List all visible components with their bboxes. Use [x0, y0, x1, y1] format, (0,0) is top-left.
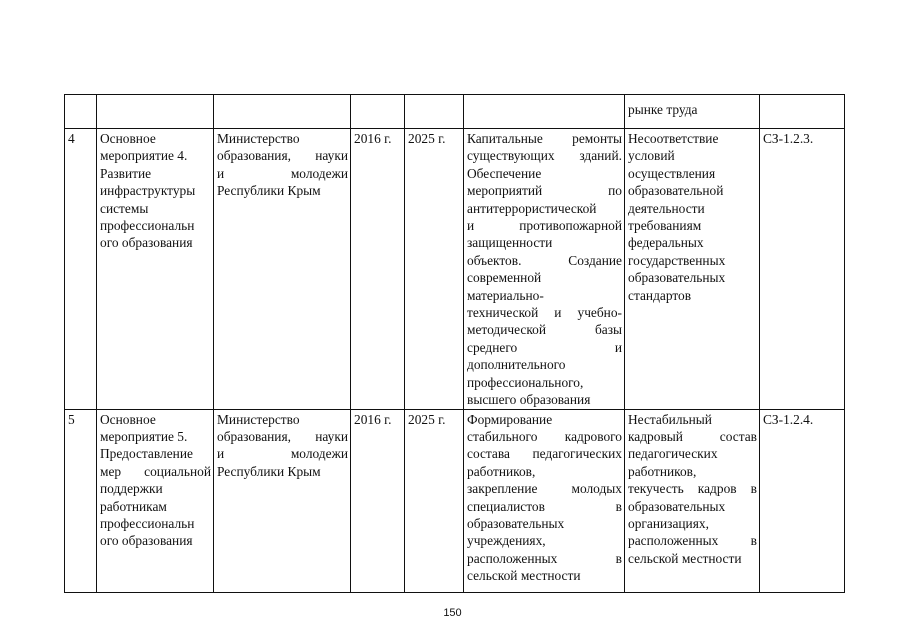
event-line: Основное: [100, 131, 156, 146]
result-line: объектов. Создание: [467, 252, 622, 268]
event-line: профессиональн: [100, 515, 195, 531]
cell-risks: [625, 95, 760, 129]
start-year: 2016 г.: [354, 131, 392, 146]
result-line: закрепление молодых: [467, 481, 622, 497]
table-row-continuation: [65, 95, 845, 129]
cell-start: [351, 129, 405, 410]
executor-line: образования, науки: [217, 148, 348, 164]
cell-code: [760, 129, 845, 410]
executor-line: и молодежи: [217, 165, 348, 181]
cell-num: [65, 129, 97, 410]
event-line: системы: [100, 200, 149, 216]
risk-line: условий: [628, 148, 675, 164]
result-line: стабильного кадрового: [467, 428, 622, 444]
risk-line: стандартов: [628, 287, 692, 303]
end-year: 2025 г.: [408, 131, 446, 146]
risk-line: государственных: [628, 252, 726, 268]
risk-line: организациях,: [628, 515, 709, 531]
cell-start: [351, 409, 405, 592]
risk-line: осуществления: [628, 165, 716, 181]
result-line: учреждениях,: [467, 533, 546, 549]
cell-end: [405, 409, 464, 592]
cell-code: [760, 409, 845, 592]
result-line: Формирование: [467, 411, 553, 427]
result-line: мероприятий по: [467, 183, 622, 199]
risk-line: Несоответствие: [628, 131, 719, 146]
result-line: методической базы: [467, 322, 622, 338]
cell-num: [65, 409, 97, 592]
result-line: и противопожарной: [467, 218, 622, 234]
row-number: 4: [68, 131, 75, 146]
result-line: технической и учебно-: [467, 305, 622, 321]
cell-results: [464, 409, 625, 592]
result-line: высшего образования: [467, 392, 591, 408]
cell-results: [464, 129, 625, 410]
indicator-code: СЗ-1.2.4.: [763, 411, 814, 427]
event-line: инфраструктуры: [100, 183, 196, 199]
cell-risks: [625, 409, 760, 592]
executor-line: Республики Крым: [217, 463, 321, 479]
executor-line: образования, науки: [217, 428, 348, 444]
risk-line: сельской местности: [628, 550, 742, 566]
result-line: Капитальные ремонты: [467, 131, 622, 146]
cell-executor: [214, 129, 351, 410]
result-line: существующих зданий.: [467, 148, 622, 164]
result-line: материально-: [467, 287, 544, 303]
risk-line: деятельности: [628, 200, 705, 216]
cell-end: [405, 95, 464, 129]
program-events-table: [64, 94, 845, 593]
risk-line: образовательной: [628, 183, 724, 199]
risk-line: текучесть кадров в: [628, 481, 757, 497]
event-line: мероприятие 5.: [100, 428, 188, 444]
result-line: профессионального,: [467, 374, 584, 390]
result-line: состава педагогических: [467, 446, 622, 462]
cell-executor: [214, 409, 351, 592]
executor-line: Министерство: [217, 131, 300, 146]
event-line: работникам: [100, 498, 167, 514]
event-line: Развитие: [100, 165, 152, 181]
result-line: специалистов в: [467, 498, 622, 514]
cell-num: [65, 95, 97, 129]
executor-line: Республики Крым: [217, 183, 321, 199]
event-line: ого образования: [100, 533, 193, 549]
risk-line: расположенных в: [628, 533, 757, 549]
risk-line: образовательных: [628, 498, 726, 514]
risk-line: работников,: [628, 463, 697, 479]
page-number: 150: [443, 607, 462, 619]
cell-event: [97, 95, 214, 129]
result-line: современной: [467, 270, 542, 286]
cell-start: [351, 95, 405, 129]
cell-end: [405, 129, 464, 410]
event-line: поддержки: [100, 481, 163, 497]
result-line: среднего и: [467, 339, 622, 355]
risk-line: федеральных: [628, 235, 704, 251]
cell-risks: [625, 129, 760, 410]
result-line: сельской местности: [467, 568, 581, 584]
event-line: Основное: [100, 411, 156, 427]
start-year: 2016 г.: [354, 411, 392, 427]
executor-line: Министерство: [217, 411, 300, 427]
event-line: ого образования: [100, 235, 193, 251]
indicator-code: СЗ-1.2.3.: [763, 131, 814, 146]
risk-tail-text: рынке труда: [628, 102, 698, 117]
event-line: мероприятие 4.: [100, 148, 188, 164]
row-number: 5: [68, 411, 75, 427]
result-line: Обеспечение: [467, 165, 542, 181]
cell-event: [97, 129, 214, 410]
result-line: образовательных: [467, 515, 565, 531]
risk-line: Нестабильный: [628, 411, 712, 427]
end-year: 2025 г.: [408, 411, 446, 427]
event-line: мер социальной: [100, 463, 211, 479]
risk-line: требованиям: [628, 218, 702, 234]
risk-line: педагогических: [628, 446, 718, 462]
table-row: [65, 409, 845, 592]
cell-executor: [214, 95, 351, 129]
result-line: работников,: [467, 463, 536, 479]
event-line: Предоставление: [100, 446, 193, 462]
cell-event: [97, 409, 214, 592]
table-row: [65, 129, 845, 410]
cell-code: [760, 95, 845, 129]
risk-line: образовательных: [628, 270, 726, 286]
result-line: расположенных в: [467, 550, 622, 566]
result-line: дополнительного: [467, 357, 566, 373]
result-line: защищенности: [467, 235, 553, 251]
executor-line: и молодежи: [217, 446, 348, 462]
result-line: антитеррористической: [467, 200, 597, 216]
cell-results: [464, 95, 625, 129]
event-line: профессиональн: [100, 218, 195, 234]
risk-line: кадровый состав: [628, 428, 757, 444]
